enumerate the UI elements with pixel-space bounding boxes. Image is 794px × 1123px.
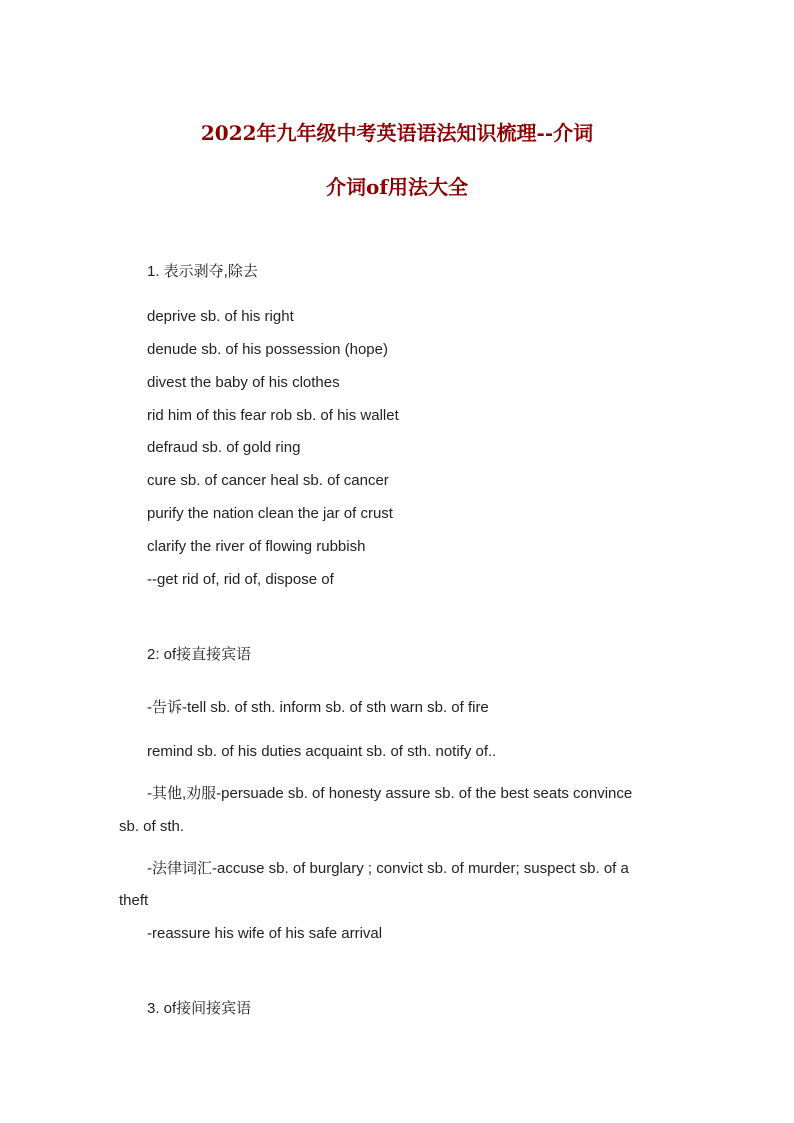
list-item: rid him of this fear rob sb. of his wallet bbox=[147, 407, 399, 424]
paragraph-line: -reassure his wife of his safe arrival bbox=[147, 925, 383, 942]
section-3-heading: 3. of接间接宾语 bbox=[147, 1000, 252, 1017]
paragraph-line: remind sb. of his duties acquaint sb. of sth. notify of.. bbox=[147, 743, 497, 760]
list-item: denude sb. of his possession (hope) bbox=[147, 341, 388, 358]
section-2-heading: 2: of接直接宾语 bbox=[147, 646, 252, 663]
list-item: defraud sb. of gold ring bbox=[147, 439, 301, 456]
paragraph-line: -其他,劝服-persuade sb. of honesty assure sb. of the best seats convince bbox=[147, 785, 633, 802]
paragraph-line: sb. of sth. bbox=[119, 818, 185, 835]
paragraph-line: -法律词汇-accuse sb. of burglary ; convict sb. of murder; suspect sb. of a bbox=[147, 860, 629, 877]
list-item: clarify the river of flowing rubbish bbox=[147, 538, 366, 555]
list-item: --get rid of, rid of, dispose of bbox=[147, 571, 334, 588]
document-subtitle: 介词of用法大全 bbox=[326, 175, 468, 199]
list-item: deprive sb. of his right bbox=[147, 308, 294, 325]
document-title: 2022年九年级中考英语语法知识梳理--介词 bbox=[200, 121, 594, 145]
section-1-heading: 1. 表示剥夺,除去 bbox=[147, 263, 258, 280]
paragraph-line: theft bbox=[119, 892, 149, 909]
paragraph-line: -告诉-tell sb. of sth. inform sb. of sth warn sb. of fire bbox=[147, 699, 489, 716]
list-item: divest the baby of his clothes bbox=[147, 374, 340, 391]
list-item: cure sb. of cancer heal sb. of cancer bbox=[147, 472, 389, 489]
list-item: purify the nation clean the jar of crust bbox=[147, 505, 393, 522]
